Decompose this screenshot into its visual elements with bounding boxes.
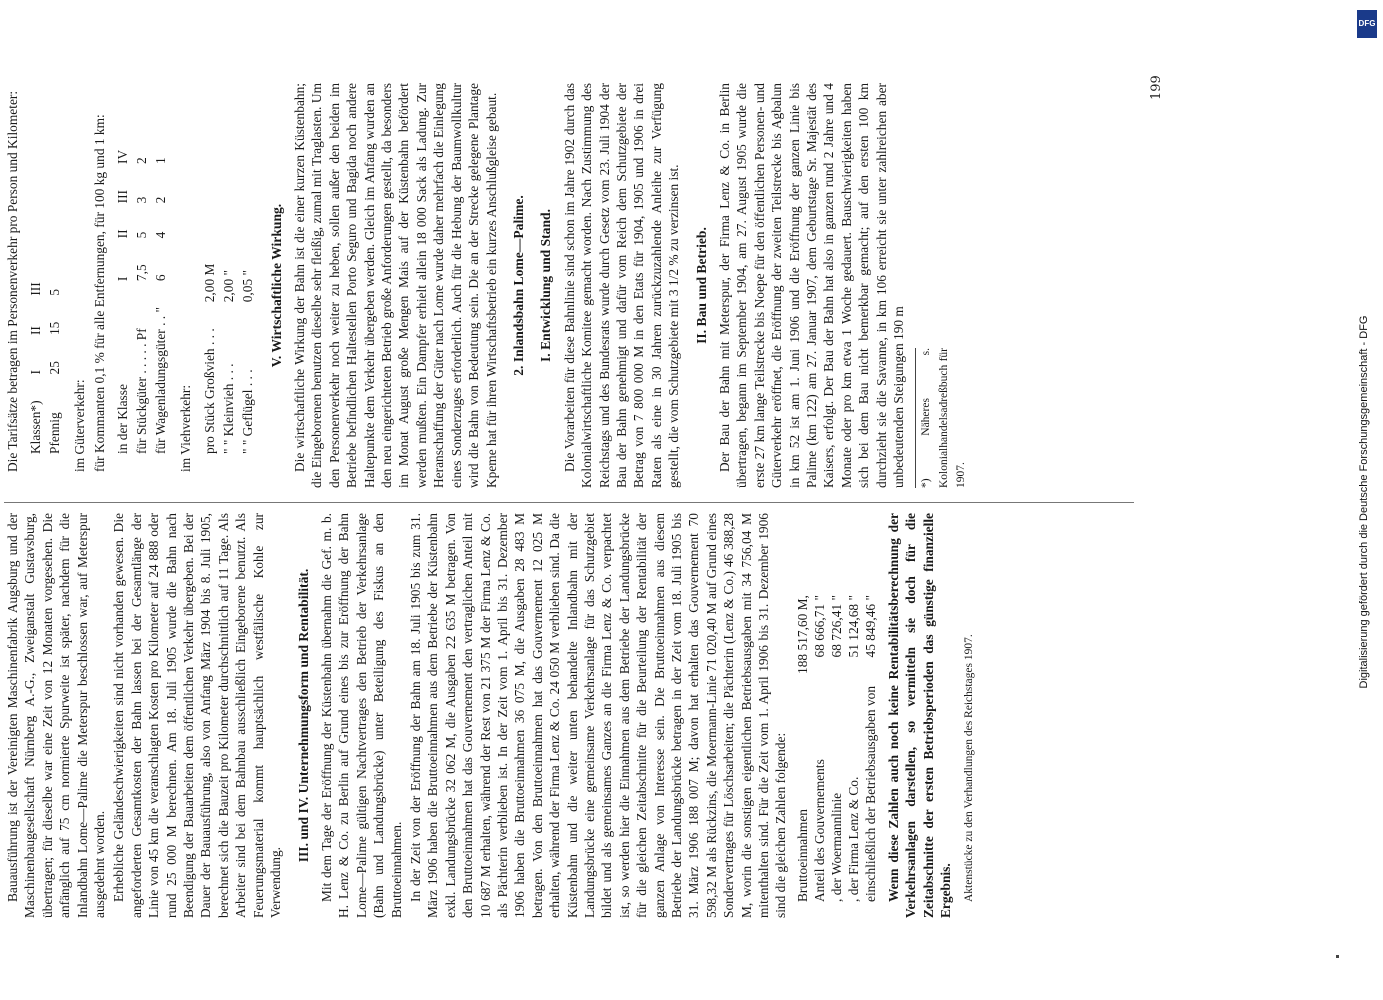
cattle-tariff-table [199, 250, 258, 468]
paragraph: Erhebliche Geländeschwierigkeiten sind nicht vorhanden gewesen. Die angeforderten Gesamtkosten der Bahn lassen bei der Gesamtlänge der Linie von 45 km die veranschlagten Kosten pro Kilometer auf 24 888 oder rund 25 000 M berechnen. Am 18. Juli 1905 wurde die Bahn nach Beendigung der Bauarbeiten dem öffentlichen Verkehr übergeben. Bei der Dauer der Bauausführung, also von Anfang März 1904 bis 8. Juli 1905, berechnet sich die Bauzeit pro Kilometer durchschnittlich auf 11 Tage. Als Arbeiter sind bei dem Bahnbau ausschließlich Eingeborene benutzt. Als Feuerungsmaterial kommt hauptsächlich westfälische Kohle zur Verwendung. [111, 513, 284, 918]
column-left [4, 513, 980, 918]
table-row: für Stückgüter . . . . . Pf 7,5 5 3 2 [134, 157, 150, 454]
column-divider [4, 502, 1134, 503]
paragraph: Der Bau der Bahn mit Meterspur, der Firma Lenz & Co. in Berlin übertragen, begann im September 1904, am 27. August 1905 wurde die erste 27 km lange Teilstrecke bis Noepe für den öffentlichen Personen- und Güterverkehr eröffnet, die Eröffnung der zweiten Teilstrecke bis Agbalun in km 52 ist am 1. Juni 1906 und die Eröffnung der ganzen Linie bis Palime (km 122) am 27. Januar 1907, dem Geburtstage Sr. Majestät des Kaisers, erfolgt. Der Bau der Bahn hat also in ganzen rund 2 Jahre und 4 Monate oder pro km etwa 1 Woche gedauert. Bauschwierigkeiten haben sich bei dem Bau nicht bemerkbar gemacht; auf den ersten 100 km durchzieht sie die Savanne, in km 106 erreicht sie unter zahlreichen aber unbedeutenden Steigungen 190 m [716, 83, 907, 488]
digitization-sidebar [1351, 12, 1377, 992]
dfg-logo-icon: DFG [1357, 10, 1377, 38]
table-row: Klassen*) I II III [28, 282, 44, 454]
digitization-credit: Digitalisierung gefördert durch die Deutsche Forschungsgemeinschaft - DFG [1358, 315, 1370, 689]
paragraph: In der Zeit von der Eröffnung der Bahn am 18. Juli 1905 bis zum 31. März 1906 haben die Bruttoeinnahmen aus dem Betriebe der Küstenbahn exkl. Landungsbrücke 32 062 M, die Ausgaben 22 635 M betragen. Von den Bruttoeinnahmen hat das Gouvernement den vertraglichen Anteil mit 10 687 M erhalten, während der Rest von 21 375 M der Firma Lenz & Co. als Pächterin verblieben ist. In der Zeit vom 1. April bis 31. Dezember 1906 haben die Bruttoeinnahmen 36 075 M, die Ausgaben 28 483 M betragen. Von den Bruttoeinnahmen hat das Gouvernement 12 025 M erhalten, während der Firma Lenz & Co. 24 050 M verblieben sind. Da die Küstenbahn und die weiter unten behandelte Inlandbahn mit der Landungsbrücke eine gemeinsame Verkehrsanlage für das Schutzgebiet bildet und als gemeinsames Ganzes an die Firma Lenz & Co. verpachtet ist, so werden hier die Einnahmen aus dem Betriebe der Landungsbrücke für die gleichen Zeitabschnitte für die Beurteilung der Rentabilität der ganzen Anlage von Interesse sein. Die Bruttoeinnahmen aus diesem Betriebe der Landungsbrücke betragen in der Zeit vom 18. Juli 1905 bis 31. März 1906 188 007 M; davon hat erhalten das Gouvernement 70 598,32 M als Rückzins, die Moermann-Linie 71 020,40 M auf Grund eines Sondervertrages für Löschsarbeiten; die Pächterin (Lenz & Co.) 46 388,28 M, worin die sonstigen eigentlichen Betriebsausgaben mit 34 756,04 M mitenthalten sind. Für die Zeit vom 1. April 1906 bis 31. Dezember 1906 sind die gleichen Zahlen folgende: [407, 513, 789, 918]
table-row: einschließlich der Betriebsausgaben von 45 849,46 " [862, 595, 878, 902]
table-row: Bruttoeinnahmen 188 517,60 M, [794, 595, 810, 902]
table-row: , der Woermannlinie 68 726,41 " [828, 595, 844, 902]
paragraph: Die wirtschaftliche Wirkung der Bahn ist die einer kurzen Küstenbahn; die Eingeborenen benutzen dieselbe sehr fleißig, zumal mit Traglasten. Um den Personenverkehr noch weiter zu heben, sollen außer den beiden im Betriebe befindlichen Haltestellen Porto Seguro und Bagida noch andere Haltepunkte dem Verkehr übergeben werden. Gleich im Anfang wurden an den neu eingerichteten Betrieb große Anforderungen gestellt, da besonders im Monat August große Mengen Mais auf der Küstenbahn befördert werden mußten. Ein Dampfer erhielt allein 18 000 Sack als Ladung. Zur Heranschaffung der Güter nach Lome wurde daher mehrfach die Einlegung eines Sonderzuges erforderlich. Auch für die Hebung der Baumwollkultur wird die Bahn von Bedeutung sein. Die an der Strecke gelegene Plantage Kpeme hat für ihren Wirtschaftsbetrieb ein kurzes Anschlußgleise gebaut. [292, 83, 499, 488]
table-row: in der Klasse I II III IV [115, 149, 131, 454]
section-heading: V. Wirtschaftliche Wirkung. [268, 203, 284, 368]
paragraph: Mit dem Tage der Eröffnung der Küstenbahn übernahm die Gef. m. b. H. Lenz & Co. zu Berlin auf Grund eines bis zur Eröffnung der Bahn Lome—Palime gültigen Nachtvertrages den Betrieb der Verkehrsanlage (Bahn und Landungsbrücke) unter Beteiligung des Fiskus an den Bruttoeinnahmen. [318, 513, 404, 918]
subsection-heading: II. Bau und Betrieb. [693, 227, 709, 344]
table-row: Pfennig 25 15 5 [47, 288, 63, 454]
passenger-tariff-table [25, 268, 65, 468]
table-row: " " Geflügel . . . 0,05 " [239, 270, 255, 454]
table-row: Anteil des Gouvernements 68 666,71 " [811, 595, 827, 902]
paragraph: für Kommanten 0,1 % für alle Entfernungen, für 100 kg und 1 km: [91, 114, 107, 472]
scanned-page-rotated [0, 60, 1182, 940]
table-row: , der Firma Lenz & Co. 51 124,68 " [845, 595, 861, 902]
sheet-number: 199 [1149, 75, 1164, 100]
finance-table [794, 589, 879, 908]
subsection-heading: I. Entwicklung und Stand. [538, 209, 554, 363]
section-heading: 2. Inlandsbahn Lome—Palime. [510, 195, 526, 376]
paragraph: Die Vorarbeiten für diese Bahnlinie sind schon im Jahre 1902 durch das Kolonialwirtschaftliche Komitee gemacht worden. Nach Zustimmung des Reichstags und des Bundesrats wurde durch Gesetz vom 23. Juli 1904 der Bau der Bahn genehmigt und dafür vom Reich dem Schutzgebiete der Betrag von 7 800 000 M in den Etats für 1904, 1905 und 1906 in drei Raten als eine in 30 Jahren zurückzuzahlende Anleihe zur Verfügung gestellt, die vom Schutzgebiete mit 3 1/2 % zu verzinsen ist. [561, 83, 682, 488]
footnote: *) Näheres s. Kolonialhandelsadreßbuch für 1907. [915, 348, 970, 488]
paragraph: Wenn diese Zahlen auch noch keine Rentabilitätsberechnung der Verkehrsanlagen darstellen, so vermitteln sie doch für die Zeitabschnitte der ersten Betriebsperioden das günstige finanzielle Ergebnis. [885, 513, 954, 918]
table-row: pro Stück Großvieh . . . 2,00 M [201, 263, 217, 454]
table-row: " " Kleinvieh . . . 2,00 " [220, 270, 236, 454]
paragraph: Bauausführung ist der Vereinigten Maschinenfabrik Augsburg und der Maschinenbaugesellschaft Nürnberg A.-G., Zweiganstalt Gustavsburg, übertragen; für dieselbe war eine Zeit von 12 Monaten vorgesehen. Die anfänglich auf 75 cm normierte Spurweite ist später, nachdem für die Inlandbahn Lome—Palime die Meterspur beschlossen war, auf Meterspur ausgedehnt worden. [5, 513, 108, 918]
scan-speck [1336, 955, 1339, 958]
section-heading: III. und IV. Unternehmungsform und Rentabilität. [295, 568, 311, 863]
footer-note: Aktenstücke zu den Verhandlungen des Reichstages 1907. [962, 634, 975, 902]
goods-tariff-table [112, 136, 171, 468]
paragraph: im Güterverkehr: [72, 379, 88, 472]
column-right [4, 83, 971, 488]
paragraph: Die Tarifsätze betragen im Personenverkehr pro Person und Kilometer: [5, 90, 20, 472]
table-row: für Wagenladungsgüter . . " 6 4 2 1 [153, 157, 169, 454]
paragraph: im Viehverkehr: [178, 384, 194, 472]
